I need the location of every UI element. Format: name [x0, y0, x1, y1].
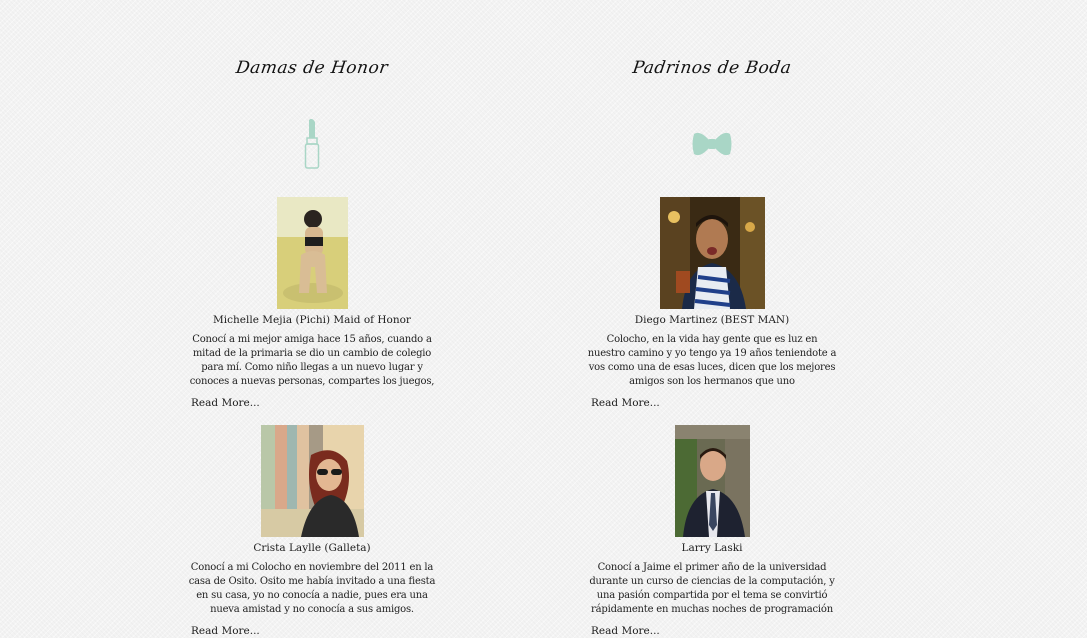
groomsman-bio: Conocí a Jaime el primer año de la universidad durante un curso de ciencias de la computación, y una pasión compartida por el tema se convirtió rápidamente en muchas noches de programación: [589, 562, 835, 615]
bridesmaids-title: Damas de Honor: [234, 58, 390, 78]
groomsman-photo: [675, 425, 750, 537]
groomsman-name: Larry Laski: [681, 542, 743, 554]
bridesmaid-bio: Conocí a mi mejor amiga hace 15 años, cuando a mitad de la primaria se dio un cambio de colegio para mí. Como niño llegas a un nuevo lugar y conoces a nuevas personas, compartes los juegos,: [189, 334, 435, 387]
groomsman-card: [582, 425, 842, 638]
bridesmaid-photo: [277, 197, 348, 309]
bow-tie-icon: [682, 118, 742, 172]
groomsman-photo: [660, 197, 765, 309]
read-more-link[interactable]: Read More...: [591, 625, 660, 637]
bridesmaid-card: [182, 197, 442, 410]
read-more-link[interactable]: Read More...: [191, 397, 260, 409]
bridesmaid-name: Michelle Mejia (Pichi) Maid of Honor: [213, 314, 411, 326]
bridesmaid-name: Crista Laylle (Galleta): [253, 542, 371, 554]
read-more-link[interactable]: Read More...: [591, 397, 660, 409]
groomsmen-title: Padrinos de Boda: [631, 58, 793, 78]
groomsman-name: Diego Martinez (BEST MAN): [634, 314, 790, 326]
lipstick-icon: [282, 118, 342, 172]
bridesmaid-photo: [261, 425, 364, 537]
read-more-link[interactable]: Read More...: [191, 625, 260, 637]
groomsman-card: [582, 197, 842, 410]
groomsman-bio: Colocho, en la vida hay gente que es luz en nuestro camino y yo tengo ya 19 años teniendote a vos como una de esas luces, dicen que los mejores amigos son los hermanos que uno: [587, 334, 837, 387]
bridesmaid-bio: Conocí a mi Colocho en noviembre del 2011 en la casa de Osito. Osito me había invitado a una fiesta en su casa, yo no conocía a nadie, pues era una nueva amistad y no conocía a sus amigos.: [188, 562, 436, 615]
bridesmaid-card: [182, 425, 442, 638]
